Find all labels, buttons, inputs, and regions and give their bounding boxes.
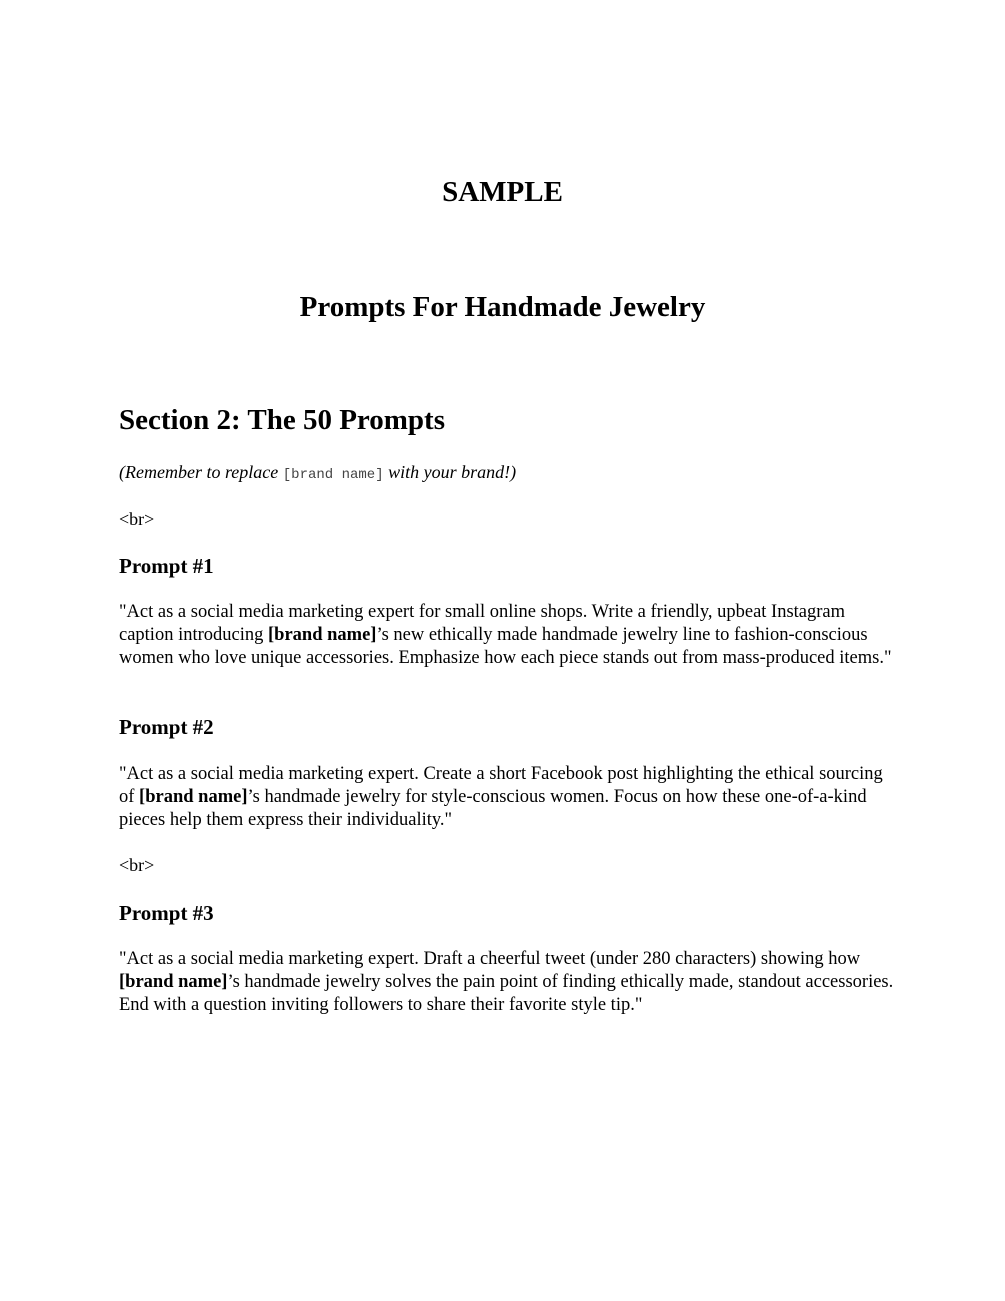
prompt-1-heading: Prompt #1: [119, 554, 214, 578]
prompt-2-brand-placeholder: [brand name]: [139, 787, 248, 807]
reminder-text-before: (Remember to replace: [119, 462, 283, 482]
prompt-3-text-before: "Act as a social media marketing expert. Draft a cheerful tweet (under 280 characters) showing how: [119, 949, 861, 969]
prompt-3-brand-placeholder: [brand name]: [119, 972, 228, 992]
prompt-1-text-after: ’s new ethically made handmade jewelry line to fashion-conscious women who love unique accessories. Emphasize how each piece stands out from mass-produced items.": [119, 625, 892, 668]
prompt-2-text-before: "Act as a social media marketing expert. Create a short Facebook post highlighting the ethical sourcing of: [119, 764, 883, 807]
prompt-1-brand-placeholder: [brand name]: [268, 625, 377, 645]
prompt-2-text-after: ’s handmade jewelry for style-conscious women. Focus on how these one-of-a-kind pieces help them express their individuality.": [119, 787, 867, 830]
prompt-2-text: [119, 763, 899, 832]
sample-label: SAMPLE: [442, 176, 563, 208]
prompt-3-text-after: ’s handmade jewelry solves the pain point of finding ethically made, standout accessories. End with a question inviting followers to share their favorite style tip.": [119, 972, 894, 1015]
document-title: Prompts For Handmade Jewelry: [299, 291, 706, 323]
prompt-2-heading: Prompt #2: [119, 715, 214, 739]
br-marker: <br>: [119, 509, 155, 529]
reminder-text-after: with your brand!): [383, 462, 517, 482]
prompt-3-text: [119, 948, 899, 1017]
prompt-3-heading: Prompt #3: [119, 901, 214, 925]
br-marker: <br>: [119, 855, 155, 875]
prompt-1-text: [119, 601, 899, 670]
brand-placeholder-code: [brand name]: [282, 467, 384, 483]
reminder-note: [119, 462, 899, 483]
section-heading: Section 2: The 50 Prompts: [119, 404, 445, 436]
prompt-1-text-before: "Act as a social media marketing expert for small online shops. Write a friendly, upbeat Instagram caption introducing: [119, 602, 846, 645]
